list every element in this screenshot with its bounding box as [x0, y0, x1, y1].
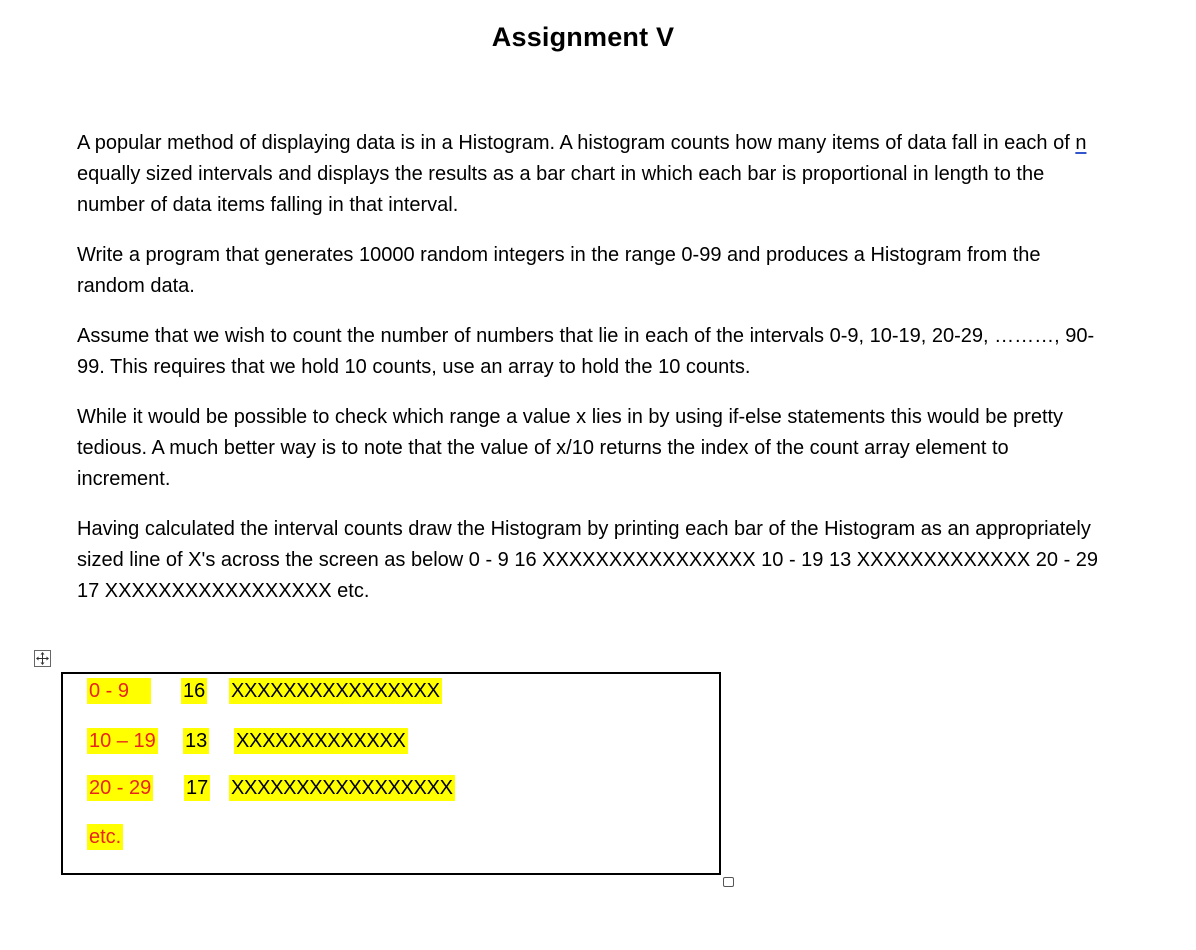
page-title: Assignment V	[491, 22, 675, 52]
bar-cell: XXXXXXXXXXXXXXXXX	[231, 777, 453, 799]
paragraph-intro-end: equally sized intervals and displays the results as a bar chart in which each bar is proportional in length to the number of data items falling in that interval.	[77, 163, 1045, 216]
range-cell: 0 - 9	[87, 678, 151, 704]
bar-cell: XXXXXXXXXXXXXXXX	[231, 680, 440, 702]
range-cell: 20 - 29	[89, 777, 152, 799]
move-icon	[36, 652, 49, 665]
table-move-handle[interactable]	[34, 650, 51, 667]
underlined-n: n	[1075, 132, 1087, 154]
count-cell: 16	[183, 680, 206, 702]
count-cell: 17	[186, 777, 209, 799]
paragraph-index-hint: While it would be possible to check which range a value x lies in by using if-else statements this would be pretty tedious. A much better way is to note that the value of x/10 returns the index of the count array element to increment.	[77, 406, 1064, 490]
paragraph-intro-start: A popular method of displaying data is in a Histogram. A histogram counts how many items of data fall in each of	[77, 132, 1076, 154]
paragraph-intro	[77, 128, 1107, 221]
paragraph-output-format: Having calculated the interval counts draw the Histogram by printing each bar of the Histogram as an appropriately sized line of X's across the screen as below 0 - 9 16 XXXXXXXXXXXXXXXX 10 - 19 13 XXXXXXXXXXXXX 20 - 29 17 XXXXXXXXXXXXXXXXX etc.	[77, 518, 1099, 602]
histogram-table	[61, 672, 721, 875]
etc-cell: etc.	[89, 826, 122, 848]
paragraph-task: Write a program that generates 10000 random integers in the range 0-99 and produces a Histogram from the random data.	[77, 244, 1041, 297]
range-cell: 10 – 19	[89, 730, 156, 752]
bar-cell: XXXXXXXXXXXXX	[236, 730, 406, 752]
count-cell: 13	[185, 730, 208, 752]
table-resize-handle[interactable]	[723, 877, 734, 887]
paragraph-intervals: Assume that we wish to count the number of numbers that lie in each of the intervals 0-9, 10-19, 20-29, ………, 90- 99. This requires that we hold 10 counts, use an array to hold the 10 counts.	[77, 325, 1095, 378]
document-body	[77, 128, 1107, 626]
